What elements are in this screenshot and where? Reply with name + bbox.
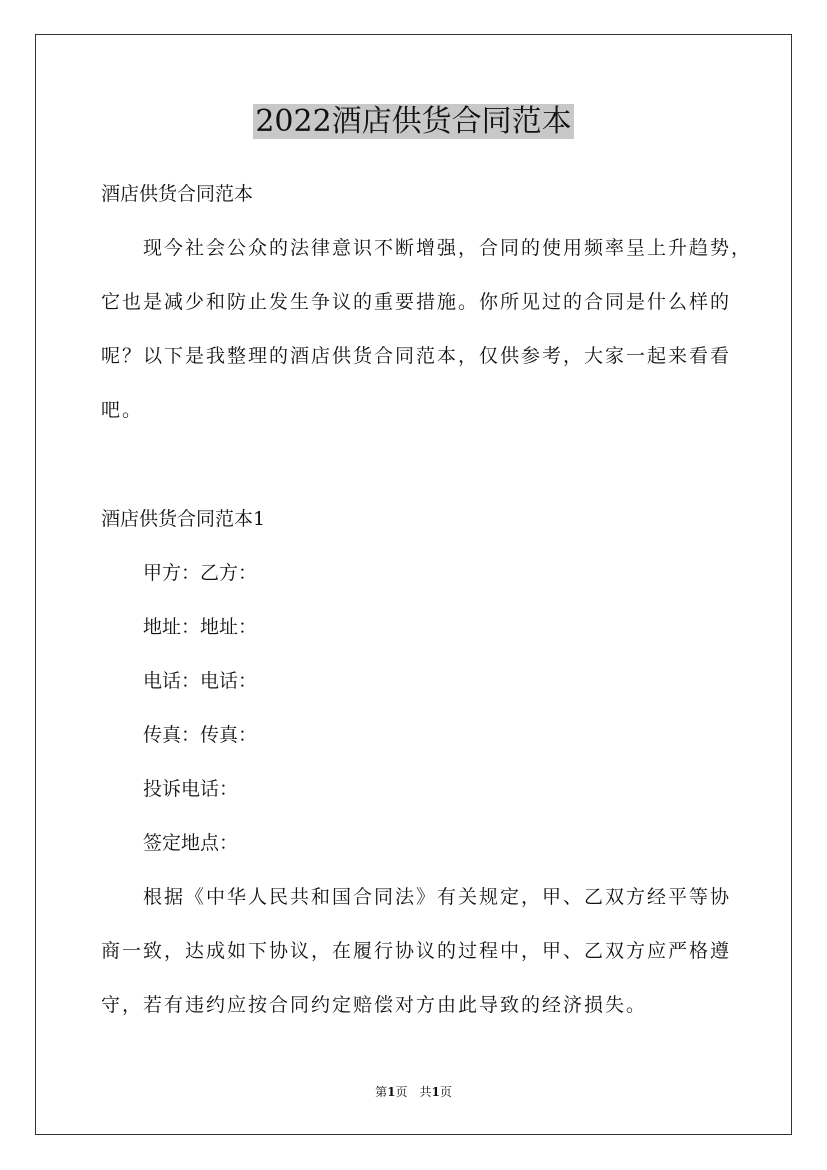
intro-line: 呢？以下是我整理的酒店供货合同范本，仅供参考，大家一起来看看 [101,345,732,367]
page-footer [0,1083,827,1101]
clause-line: 根据《中华人民共和国合同法》有关规定，甲、乙双方经平等协 [101,886,732,908]
field-line: 签定地点： [143,832,239,854]
footer-suffix: 页 [439,1085,452,1099]
field-line: 电话：电话： [143,670,258,692]
clause-line: 商一致，达成如下协议，在履行协议的过程中，甲、乙双方应严格遵 [101,940,732,962]
current-page-number: 1 [387,1085,396,1099]
intro-line: 吧。 [101,399,144,421]
field-line: 甲方：乙方： [143,562,258,584]
total-page-number: 1 [431,1085,440,1099]
clause-line: 守，若有违约应按合同约定赔偿对方由此导致的经济损失。 [101,994,648,1016]
footer-prefix: 第 [375,1085,388,1099]
section-heading: 酒店供货合同范本1 [101,508,266,530]
document-title: 2022酒店供货合同范本 [255,104,572,139]
footer-mid: 页 共 [395,1085,432,1099]
field-line: 投诉电话： [143,778,239,800]
field-line: 地址：地址： [143,616,258,638]
intro-line: 它也是减少和防止发生争议的重要措施。你所见过的合同是什么样的 [101,291,732,313]
field-line: 传真：传真： [143,724,258,746]
document-subtitle: 酒店供货合同范本 [101,183,254,205]
intro-line: 现今社会公众的法律意识不断增强，合同的使用频率呈上升趋势， [101,237,753,259]
